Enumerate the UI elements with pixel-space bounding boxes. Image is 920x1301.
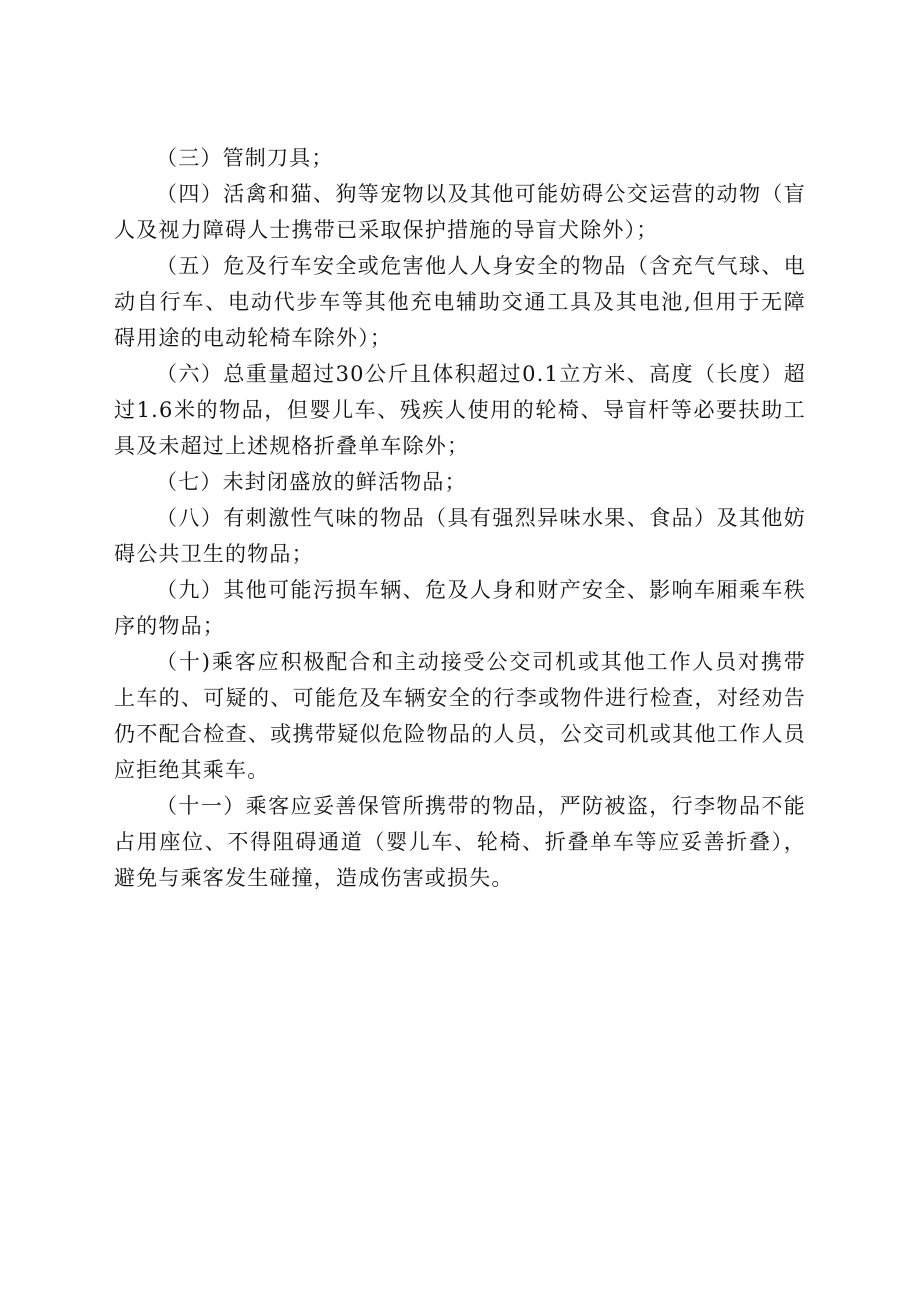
paragraph-item-5: （五）危及行车安全或危害他人人身安全的物品（含充气气球、电动自行车、电动代步车等其他充电辅助交通工具及其电池,但用于无障碍用途的电动轮椅车除外）； [114,254,806,350]
paragraph-item-3: （三）管制刀具； [156,146,334,170]
document-body [114,140,806,896]
paragraph-item-11: （十一）乘客应妥善保管所携带的物品，严防被盗，行李物品不能占用座位、不得阻碍通道（婴儿车、轮椅、折叠单车等应妥善折叠），避免与乘客发生碰撞，造成伤害或损失。 [114,794,806,890]
paragraph-item-6: （六）总重量超过30公斤且体积超过0.1立方米、高度（长度）超过1.6米的物品，但婴儿车、残疾人使用的轮椅、导盲杆等必要扶助工具及未超过上述规格折叠单车除外； [114,362,806,458]
paragraph-item-7: （七）未封闭盛放的鲜活物品； [156,470,467,494]
paragraph-item-9: （九）其他可能污损车辆、危及人身和财产安全、影响车厢乘车秩序的物品； [114,578,806,638]
paragraph-item-10: （十)乘客应积极配合和主动接受公交司机或其他工作人员对携带上车的、可疑的、可能危及车辆安全的行李或物件进行检查，对经劝告仍不配合检查、或携带疑似危险物品的人员，公交司机或其他工作人员应拒绝其乘车。 [114,650,806,782]
paragraph-item-4: （四）活禽和猫、狗等宠物以及其他可能妨碍公交运营的动物（盲人及视力障碍人士携带已采取保护措施的导盲犬除外）； [114,182,806,242]
paragraph-item-8: （八）有刺激性气味的物品（具有强烈异味水果、食品）及其他妨碍公共卫生的物品； [114,506,806,566]
